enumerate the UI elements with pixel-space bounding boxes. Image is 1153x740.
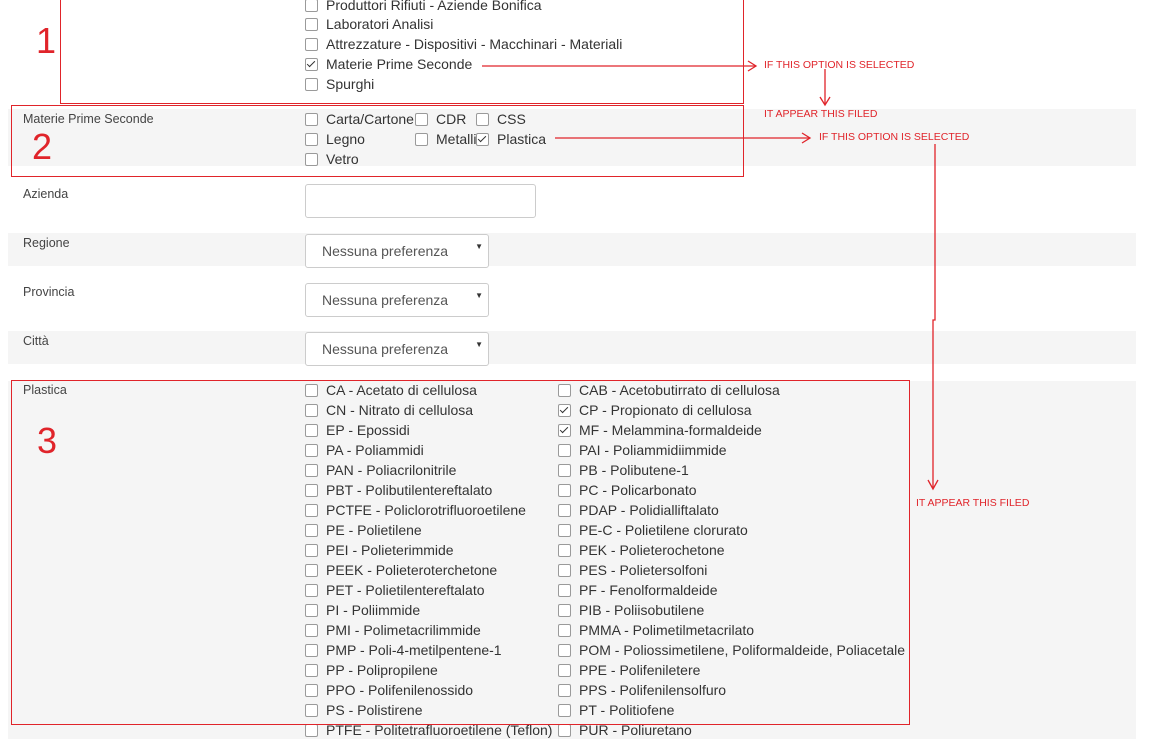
- checkbox-label: CDR: [436, 111, 467, 127]
- checkbox-label: PE-C - Polietilene clorurato: [579, 522, 748, 538]
- annotation-number-2: 2: [32, 126, 53, 167]
- select-value: Nessuna preferenza: [322, 243, 449, 259]
- checkbox-label: PAN - Poliacrilonitrile: [326, 462, 457, 478]
- checkbox-label: PCTFE - Policlorotrifluoroetilene: [326, 502, 526, 518]
- checkbox-label: EP - Epossidi: [326, 422, 410, 438]
- checkbox-label: PT - Politiofene: [579, 702, 675, 718]
- checkbox-label: PF - Fenolformaldeide: [579, 582, 718, 598]
- regione-label: Regione: [23, 236, 70, 250]
- checkbox-label: CP - Propionato di cellulosa: [579, 402, 752, 418]
- select-value: Nessuna preferenza: [322, 341, 449, 357]
- checkbox-label: Vetro: [326, 151, 359, 167]
- materie-label: Materie Prime Seconde: [23, 112, 154, 126]
- checkbox-label: PA - Poliammidi: [326, 442, 424, 458]
- provincia-label: Provincia: [23, 285, 75, 299]
- annotation-note-1: IF THIS OPTION IS SELECTED: [764, 59, 915, 71]
- checkbox-label: MF - Melammina-formaldeide: [579, 422, 762, 438]
- checkbox-label: CAB - Acetobutirrato di cellulosa: [579, 382, 780, 398]
- checkbox-label: PET - Polietilentereftalato: [326, 582, 485, 598]
- annotation-note-2: IT APPEAR THIS FILED: [764, 108, 878, 120]
- annotation-number-3: 3: [37, 420, 58, 461]
- annotation-note-3: IF THIS OPTION IS SELECTED: [819, 131, 970, 143]
- checkbox-label: POM - Poliossimetilene, Poliformaldeide, Poliacetale: [579, 642, 906, 658]
- checkbox-label: Carta/Cartone: [326, 111, 414, 127]
- checkbox-label: PES - Polietersolfoni: [579, 562, 708, 578]
- plastica-label: Plastica: [23, 383, 67, 397]
- checkbox-label: PIB - Poliisobutilene: [579, 602, 705, 618]
- checkbox-label: Spurghi: [326, 76, 375, 92]
- checkbox-label: PEI - Polieterimmide: [326, 542, 454, 558]
- checkbox-label: PB - Polibutene-1: [579, 462, 689, 478]
- checkbox-label: PI - Poliimmide: [326, 602, 421, 618]
- checkbox-label: PPS - Polifenilensolfuro: [579, 682, 727, 698]
- checkbox-label: PUR - Poliuretano: [579, 722, 692, 738]
- checkbox-label: PMP - Poli-4-metilpentene-1: [326, 642, 502, 658]
- caret-down-icon: ▼: [475, 291, 483, 300]
- annotation-number-1: 1: [36, 20, 57, 61]
- caret-down-icon: ▼: [475, 242, 483, 251]
- checkbox-label: Produttori Rifiuti - Aziende Bonifica: [326, 0, 542, 13]
- checkbox-label: PEEK - Polieteroterchetone: [326, 562, 498, 578]
- checkbox-label: CN - Nitrato di cellulosa: [326, 402, 474, 418]
- arrow-line: [933, 144, 935, 488]
- checkbox-label: PC - Policarbonato: [579, 482, 697, 498]
- checkbox-label: Plastica: [497, 131, 547, 147]
- checkbox-label: PEK - Polieterochetone: [579, 542, 725, 558]
- annotation-note-4: IT APPEAR THIS FILED: [916, 497, 1030, 509]
- checkbox-label: PPE - Polifeniletere: [579, 662, 701, 678]
- checkbox-label: PBT - Polibutilentereftalato: [326, 482, 493, 498]
- checkbox-label: CA - Acetato di cellulosa: [326, 382, 477, 398]
- checkbox-label: CSS: [497, 111, 526, 127]
- checkbox-label: PE - Polietilene: [326, 522, 422, 538]
- caret-down-icon: ▼: [475, 340, 483, 349]
- select-value: Nessuna preferenza: [322, 292, 449, 308]
- checkbox-label: PTFE - Politetrafluoroetilene (Teflon): [326, 722, 553, 738]
- checkbox-label: Attrezzature - Dispositivi - Macchinari - Materiali: [326, 36, 623, 52]
- checkbox-label: PDAP - Polidialliftalato: [579, 502, 719, 518]
- checkbox-label: Metalli: [436, 131, 477, 147]
- checkbox-label: Materie Prime Seconde: [326, 56, 473, 72]
- checkbox-label: Laboratori Analisi: [326, 16, 434, 32]
- azienda-label: Azienda: [23, 187, 69, 201]
- checkbox-label: PP - Polipropilene: [326, 662, 438, 678]
- citta-label: Città: [23, 334, 49, 348]
- checkbox-label: PPO - Polifenilenossido: [326, 682, 474, 698]
- checkbox-label: PMI - Polimetacrilimmide: [326, 622, 481, 638]
- checkbox-label: PAI - Poliammidiimmide: [579, 442, 727, 458]
- checkbox-label: Legno: [326, 131, 365, 147]
- checkbox-label: PS - Polistirene: [326, 702, 423, 718]
- checkbox-label: PMMA - Polimetilmetacrilato: [579, 622, 755, 638]
